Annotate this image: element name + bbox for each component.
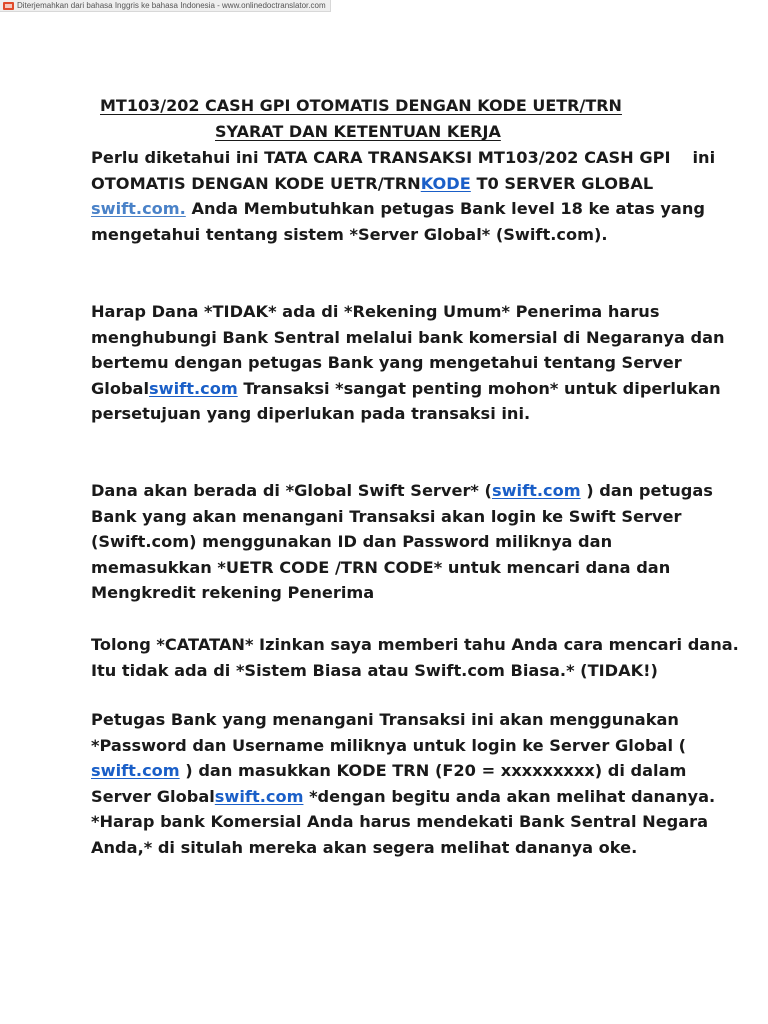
text-span: *dengan begitu anda akan melihat dananya. (303, 786, 716, 806)
paragraph-line: *Harap bank Komersial Anda harus mendekati Bank Sentral Negara (91, 812, 709, 832)
paragraph-line: *Password dan Username miliknya untuk login ke Server Global ( (91, 735, 687, 755)
text-span: T0 SERVER GLOBAL (470, 173, 654, 193)
paragraph-line: bertemu dengan petugas Bank yang mengetahui tentang Server (91, 353, 682, 373)
text-span: Global (91, 378, 150, 398)
paragraph-line (91, 784, 716, 810)
paragraph-line (91, 145, 716, 171)
paragraph-line: memasukkan *UETR CODE /TRN CODE* untuk mencari dana dan (91, 557, 671, 577)
swift-com-link[interactable]: swift.com (214, 786, 304, 806)
paragraph-procedure (91, 707, 716, 861)
paragraph-note (91, 632, 739, 683)
paragraph-line (91, 758, 691, 784)
text-span: Dana akan berada di *Global Swift Server* ( (91, 481, 492, 500)
paragraph-line: persetujuan yang diperlukan pada transaksi ini. (91, 404, 531, 424)
title-text-1: MT103/202 CASH GPI OTOMATIS DENGAN KODE UETR/TRN (100, 96, 622, 115)
text-span: ini (692, 148, 716, 167)
paragraph-line: Harap Dana *TIDAK* ada di *Rekening Umum* Penerima harus (91, 302, 660, 321)
text-span: ) dan petugas (580, 481, 713, 500)
paragraph-line (91, 196, 705, 222)
text-span: Perlu diketahui ini TATA CARA TRANSAKSI MT103/202 CASH GPI (91, 148, 671, 167)
paragraph-server-login (91, 478, 713, 606)
paragraph-line: mengetahui tentang sistem *Server Global* (Swift.com). (91, 224, 608, 244)
kode-link[interactable]: KODE (420, 173, 471, 193)
text-span: Anda Membutuhkan petugas Bank level 18 ke atas yang (185, 199, 705, 219)
paragraph-line: Anda,* di situlah mereka akan segera melihat dananya oke. (91, 837, 638, 857)
paragraph-line (91, 376, 721, 402)
text-span: Transaksi *sangat penting mohon* untuk diperlukan (237, 378, 721, 398)
swift-com-link[interactable]: swift.com (491, 481, 581, 500)
text-span: Server Global (91, 786, 215, 806)
swift-com-link[interactable]: swift.com (91, 761, 180, 781)
paragraph-line: (Swift.com) menggunakan ID dan Password miliknya dan (91, 532, 613, 552)
paragraph-intro (91, 145, 716, 247)
translation-banner-text: Diterjemahkan dari bahasa Inggris ke bahasa Indonesia - www.onlinedoctranslator.com (17, 1, 326, 10)
paragraph-line: Itu tidak ada di *Sistem Biasa atau Swift.com Biasa.* (TIDAK!) (91, 660, 658, 680)
title-text-2: SYARAT DAN KETENTUAN KERJA (215, 122, 501, 141)
paragraph-line: Petugas Bank yang menangani Transaksi ini akan menggunakan (91, 710, 679, 729)
paragraph-line: Tolong *CATATAN* Izinkan saya memberi tahu Anda cara mencari dana. (91, 635, 739, 654)
text-span: ) dan masukkan KODE TRN (F20 = xxxxxxxxx) di dalam (179, 761, 687, 781)
paragraph-line: Mengkredit rekening Penerima (91, 583, 375, 603)
paragraph-line: menghubungi Bank Sentral melalui bank komersial di Negaranya dan (91, 327, 725, 347)
paragraph-line (91, 171, 691, 197)
swift-com-link[interactable]: swift.com. (91, 199, 186, 219)
paragraph-line: Bank yang akan menangani Transaksi akan login ke Swift Server (91, 506, 682, 526)
paragraph-funds-status (91, 299, 725, 427)
text-span: OTOMATIS DENGAN KODE UETR/TRN (91, 173, 421, 193)
paragraph-line (91, 478, 713, 504)
swift-com-link[interactable]: swift.com (149, 378, 238, 398)
